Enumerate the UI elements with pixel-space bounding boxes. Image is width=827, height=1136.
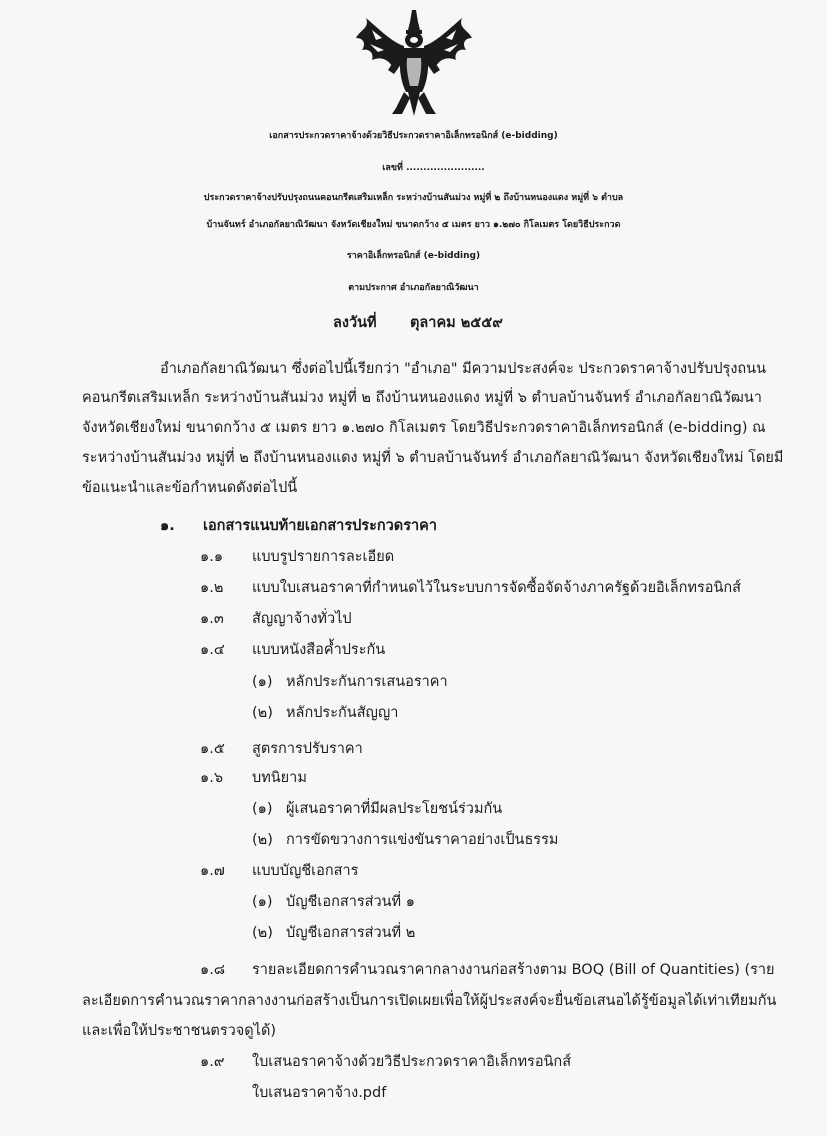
list-item: รายละเอียดการคำนวณราคากลางงานก่อสร้างตาม BOQ (Bill of Quantities) (ราย bbox=[252, 962, 775, 978]
list-item: สูตรการปรับราคา bbox=[252, 741, 363, 757]
sub-list-item: หลักประกันสัญญา bbox=[286, 705, 399, 721]
section-number: ๑. bbox=[160, 518, 175, 534]
item-number: ๑.๑ bbox=[200, 549, 224, 565]
date-label: ลงวันที่ bbox=[333, 315, 377, 331]
sub-item-number: (๑) bbox=[252, 894, 273, 910]
sub-list-item: บัญชีเอกสารส่วนที่ ๒ bbox=[286, 925, 416, 941]
item-number: ๑.๖ bbox=[200, 770, 224, 786]
list-item: สัญญาจ้างทั่วไป bbox=[252, 611, 352, 627]
list-item: บทนิยาม bbox=[252, 770, 307, 786]
subject-line-2: บ้านจันทร์ อำเภอกัลยาณิวัฒนา จังหวัดเชียงใหม่ ขนาดกว้าง ๕ เมตร ยาว ๑.๒๗๐ กิโลเมตร โดยวิธีประกวด bbox=[206, 220, 621, 230]
intro-line-4: ระหว่างบ้านสันม่วง หมู่ที่ ๒ ถึงบ้านหนองแดง หมู่ที่ ๖ ตำบลบ้านจันทร์ อำเภอกัลยาณิวัฒนา จังหวัดเชียงใหม่ โดยมี bbox=[82, 450, 784, 466]
list-item: แบบใบเสนอราคาที่กำหนดไว้ในระบบการจัดซื้อจัดจ้างภาครัฐด้วยอิเล็กทรอนิกส์ bbox=[252, 580, 741, 596]
subject-line-1: ประกวดราคาจ้างปรับปรุงถนนคอนกรีตเสริมเหล็ก ระหว่างบ้านสันม่วง หมู่ที่ ๒ ถึงบ้านหนองแดง หมู่ที่ ๖ ตำบล bbox=[203, 193, 624, 203]
list-item-continuation: ละเอียดการคำนวณราคากลางงานก่อสร้างเป็นการเปิดเผยเพื่อให้ผู้ประสงค์จะยื่นข้อเสนอได้รู้ข้อมูลได้เท่าเทียมกัน bbox=[82, 993, 777, 1009]
sub-list-item: บัญชีเอกสารส่วนที่ ๑ bbox=[286, 894, 415, 910]
item-number: ๑.๗ bbox=[200, 863, 225, 879]
sub-list-item: การขัดขวางการแข่งขันราคาอย่างเป็นธรรม bbox=[286, 832, 559, 848]
section-heading: เอกสารแนบท้ายเอกสารประกวดราคา bbox=[203, 518, 437, 534]
sub-item-number: (๑) bbox=[252, 674, 273, 690]
list-item: ใบเสนอราคาจ้างด้วยวิธีประกวดราคาอิเล็กทรอนิกส์ bbox=[252, 1054, 572, 1070]
intro-line-2: คอนกรีตเสริมเหล็ก ระหว่างบ้านสันม่วง หมู่ที่ ๒ ถึงบ้านหนองแดง หมู่ที่ ๖ ตำบลบ้านจันทร์ อำเภอกัลยาณิวัฒนา bbox=[82, 390, 762, 406]
item-number: ๑.๕ bbox=[200, 741, 225, 757]
sub-item-number: (๒) bbox=[252, 832, 273, 848]
list-item: แบบบัญชีเอกสาร bbox=[252, 863, 359, 879]
document-title: เอกสารประกวดราคาจ้างด้วยวิธีประกวดราคาอิเล็กทรอนิกส์ (e-bidding) bbox=[269, 131, 558, 141]
announcer-line: ตามประกาศ อำเภอกัลยาณิวัฒนา bbox=[348, 283, 479, 293]
item-number: ๑.๔ bbox=[200, 642, 225, 658]
item-number: ๑.๙ bbox=[200, 1054, 225, 1070]
list-item: แบบหนังสือค้ำประกัน bbox=[252, 642, 386, 658]
garuda-emblem bbox=[352, 8, 476, 118]
list-item-continuation: และเพื่อให้ประชาชนตรวจดูได้) bbox=[82, 1023, 277, 1039]
sub-list-item: หลักประกันการเสนอราคา bbox=[286, 674, 448, 690]
list-item: แบบรูปรายการละเอียด bbox=[252, 549, 395, 565]
intro-line-3: จังหวัดเชียงใหม่ ขนาดกว้าง ๕ เมตร ยาว ๑.๒๗๐ กิโลเมตร โดยวิธีประกวดราคาอิเล็กทรอนิกส์ (e-bidding) ณ bbox=[82, 420, 766, 436]
intro-line-1: อำเภอกัลยาณิวัฒนา ซึ่งต่อไปนี้เรียกว่า "อำเภอ" มีความประสงค์จะ ประกวดราคาจ้างปรับปรุงถนน bbox=[160, 361, 767, 377]
attachment-filename: ใบเสนอราคาจ้าง.pdf bbox=[252, 1085, 387, 1101]
item-number: ๑.๒ bbox=[200, 580, 224, 596]
item-number: ๑.๘ bbox=[200, 962, 225, 978]
subject-line-3: ราคาอิเล็กทรอนิกส์ (e-bidding) bbox=[346, 251, 481, 261]
sub-item-number: (๒) bbox=[252, 925, 273, 941]
document-number: เลขที่ ....................... bbox=[382, 163, 485, 173]
item-number: ๑.๓ bbox=[200, 611, 224, 627]
intro-line-5: ข้อแนะนำและข้อกำหนดดังต่อไปนี้ bbox=[82, 480, 298, 496]
date-value: ตุลาคม ๒๕๕๙ bbox=[410, 315, 503, 331]
sub-item-number: (๒) bbox=[252, 705, 273, 721]
sub-list-item: ผู้เสนอราคาที่มีผลประโยชน์ร่วมกัน bbox=[286, 801, 503, 817]
sub-item-number: (๑) bbox=[252, 801, 273, 817]
